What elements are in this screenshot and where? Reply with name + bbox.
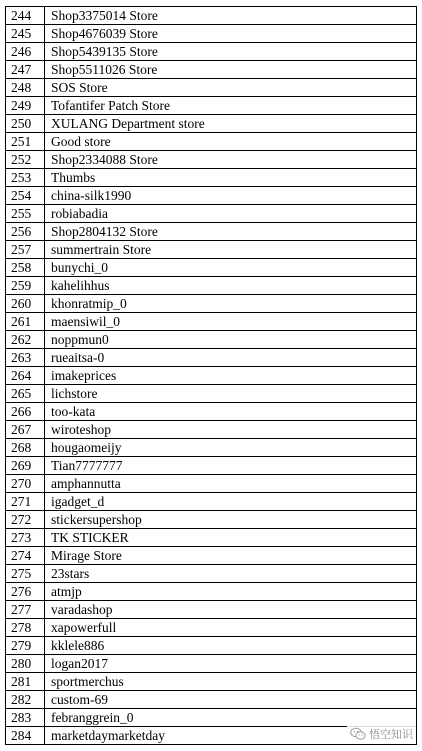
row-number: 266 <box>6 403 45 421</box>
store-name: Mirage Store <box>45 547 417 565</box>
store-list-document <box>5 6 417 745</box>
table-row <box>6 475 417 493</box>
table-row <box>6 547 417 565</box>
table-row <box>6 457 417 475</box>
store-name: Thumbs <box>45 169 417 187</box>
store-name: SOS Store <box>45 79 417 97</box>
row-number: 247 <box>6 61 45 79</box>
row-number: 257 <box>6 241 45 259</box>
store-name: maensiwil_0 <box>45 313 417 331</box>
table-row <box>6 331 417 349</box>
table-row <box>6 691 417 709</box>
table-row <box>6 529 417 547</box>
store-name: Tian7777777 <box>45 457 417 475</box>
store-name: china-silk1990 <box>45 187 417 205</box>
row-number: 246 <box>6 43 45 61</box>
table-row <box>6 403 417 421</box>
row-number: 259 <box>6 277 45 295</box>
watermark <box>347 724 416 744</box>
row-number: 284 <box>6 727 45 745</box>
row-number: 263 <box>6 349 45 367</box>
store-name: Tofantifer Patch Store <box>45 97 417 115</box>
row-number: 273 <box>6 529 45 547</box>
table-row <box>6 295 417 313</box>
store-name: Shop5511026 Store <box>45 61 417 79</box>
store-name: varadashop <box>45 601 417 619</box>
store-table-body <box>6 7 417 745</box>
row-number: 248 <box>6 79 45 97</box>
row-number: 268 <box>6 439 45 457</box>
store-name: Shop2804132 Store <box>45 223 417 241</box>
store-name: Shop2334088 Store <box>45 151 417 169</box>
row-number: 261 <box>6 313 45 331</box>
store-name: Good store <box>45 133 417 151</box>
table-row <box>6 151 417 169</box>
table-row <box>6 313 417 331</box>
store-name: febranggrein_0 <box>45 709 417 727</box>
table-row <box>6 493 417 511</box>
row-number: 245 <box>6 25 45 43</box>
table-row <box>6 511 417 529</box>
store-name: bunychi_0 <box>45 259 417 277</box>
row-number: 260 <box>6 295 45 313</box>
store-name: too-kata <box>45 403 417 421</box>
table-row <box>6 367 417 385</box>
store-name: igadget_d <box>45 493 417 511</box>
table-row <box>6 187 417 205</box>
table-row <box>6 439 417 457</box>
store-name: logan2017 <box>45 655 417 673</box>
table-row <box>6 277 417 295</box>
store-name: noppmun0 <box>45 331 417 349</box>
row-number: 254 <box>6 187 45 205</box>
store-name: 23stars <box>45 565 417 583</box>
row-number: 278 <box>6 619 45 637</box>
table-row <box>6 619 417 637</box>
row-number: 258 <box>6 259 45 277</box>
row-number: 264 <box>6 367 45 385</box>
row-number: 262 <box>6 331 45 349</box>
table-row <box>6 115 417 133</box>
store-name: TK STICKER <box>45 529 417 547</box>
table-row <box>6 169 417 187</box>
row-number: 267 <box>6 421 45 439</box>
table-row <box>6 655 417 673</box>
row-number: 274 <box>6 547 45 565</box>
row-number: 250 <box>6 115 45 133</box>
store-name: robiabadia <box>45 205 417 223</box>
table-row <box>6 259 417 277</box>
table-row <box>6 349 417 367</box>
table-row <box>6 97 417 115</box>
store-name: XULANG Department store <box>45 115 417 133</box>
store-name: lichstore <box>45 385 417 403</box>
store-name: Shop4676039 Store <box>45 25 417 43</box>
row-number: 282 <box>6 691 45 709</box>
row-number: 252 <box>6 151 45 169</box>
row-number: 275 <box>6 565 45 583</box>
table-row <box>6 601 417 619</box>
table-row <box>6 673 417 691</box>
store-name: wiroteshop <box>45 421 417 439</box>
table-row <box>6 7 417 25</box>
table-row <box>6 241 417 259</box>
row-number: 272 <box>6 511 45 529</box>
row-number: 255 <box>6 205 45 223</box>
row-number: 269 <box>6 457 45 475</box>
row-number: 271 <box>6 493 45 511</box>
store-name: Shop3375014 Store <box>45 7 417 25</box>
store-name: summertrain Store <box>45 241 417 259</box>
store-name: custom-69 <box>45 691 417 709</box>
store-table <box>5 6 417 745</box>
row-number: 265 <box>6 385 45 403</box>
wechat-logo-icon <box>350 727 366 741</box>
table-row <box>6 637 417 655</box>
row-number: 280 <box>6 655 45 673</box>
store-name: sportmerchus <box>45 673 417 691</box>
row-number: 279 <box>6 637 45 655</box>
table-row <box>6 385 417 403</box>
table-row <box>6 583 417 601</box>
row-number: 251 <box>6 133 45 151</box>
table-row <box>6 25 417 43</box>
row-number: 281 <box>6 673 45 691</box>
table-row <box>6 205 417 223</box>
table-row <box>6 421 417 439</box>
store-name: khonratmip_0 <box>45 295 417 313</box>
row-number: 249 <box>6 97 45 115</box>
store-name: kahelihhus <box>45 277 417 295</box>
store-name: hougaomeijy <box>45 439 417 457</box>
row-number: 283 <box>6 709 45 727</box>
store-name: atmjp <box>45 583 417 601</box>
store-name: imakeprices <box>45 367 417 385</box>
row-number: 277 <box>6 601 45 619</box>
store-name: kklele886 <box>45 637 417 655</box>
table-row <box>6 43 417 61</box>
table-row <box>6 223 417 241</box>
table-row <box>6 61 417 79</box>
row-number: 256 <box>6 223 45 241</box>
store-name: amphannutta <box>45 475 417 493</box>
store-name: xapowerfull <box>45 619 417 637</box>
row-number: 270 <box>6 475 45 493</box>
watermark-text: 悟空知识 <box>369 728 413 741</box>
table-row <box>6 133 417 151</box>
store-name: rueaitsa-0 <box>45 349 417 367</box>
store-name: stickersupershop <box>45 511 417 529</box>
row-number: 244 <box>6 7 45 25</box>
row-number: 253 <box>6 169 45 187</box>
table-row <box>6 79 417 97</box>
row-number: 276 <box>6 583 45 601</box>
store-name: marketdaymarketday <box>45 727 417 745</box>
store-name: Shop5439135 Store <box>45 43 417 61</box>
table-row <box>6 565 417 583</box>
